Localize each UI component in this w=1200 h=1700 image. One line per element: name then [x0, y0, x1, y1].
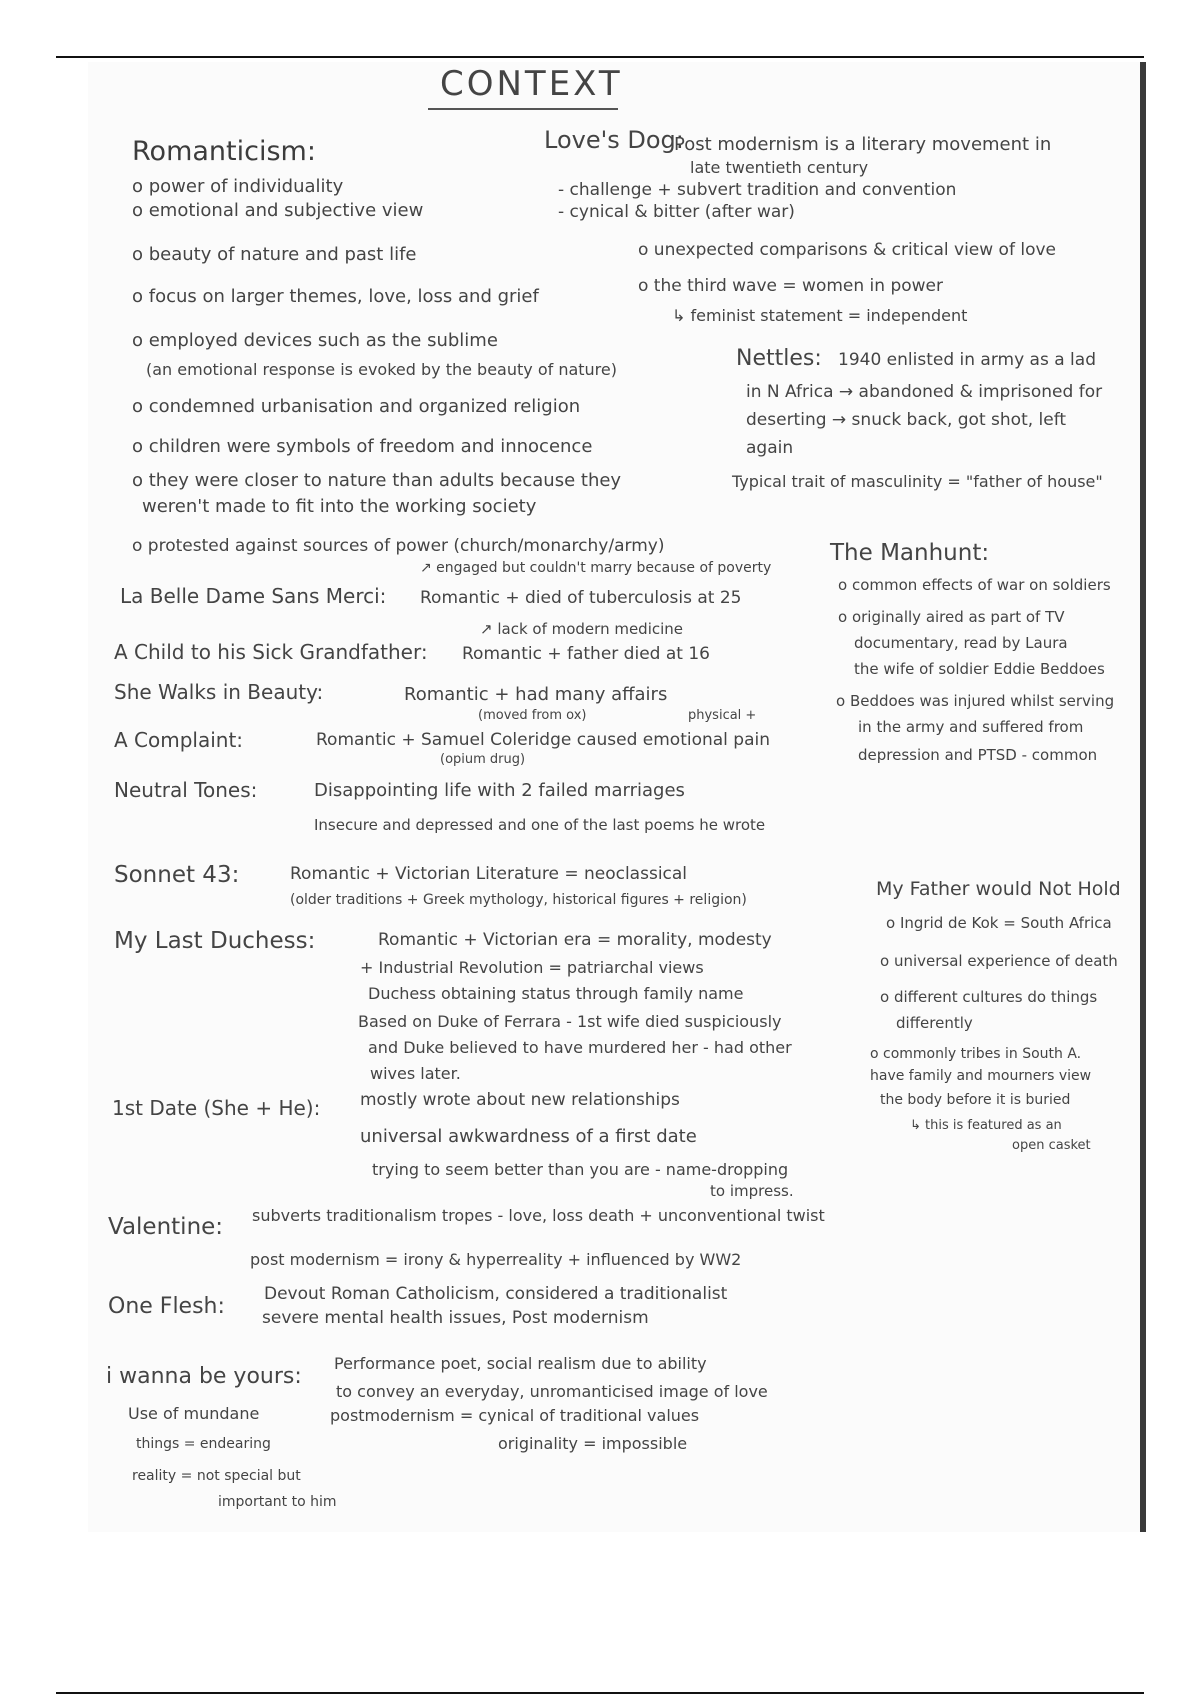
manhunt-heading: The Manhunt: [830, 540, 990, 566]
father-line: the body before it is buried [880, 1092, 1071, 1108]
loves-dog-heading: Love's Dog: [544, 126, 684, 154]
nettles-line: in N Africa → abandoned & imprisoned for [746, 382, 1103, 402]
poem-context: + Industrial Revolution = patriarchal views [360, 958, 704, 977]
poem-title: A Child to his Sick Grandfather: [114, 640, 428, 664]
poem-title: Neutral Tones: [114, 778, 258, 802]
poem-context: Romantic + Victorian era = morality, modesty [378, 930, 772, 950]
nettles-line: 1940 enlisted in army as a lad [838, 350, 1096, 370]
poem-title: She Walks in Beauty: [114, 680, 324, 704]
loves-dog-line: late twentieth century [690, 158, 869, 177]
poem-title: My Last Duchess: [114, 928, 316, 954]
poem-context: and Duke believed to have murdered her - had other [368, 1038, 792, 1057]
poem-context: universal awkwardness of a first date [360, 1126, 697, 1147]
poem-note: ↗ engaged but couldn't marry because of poverty [420, 560, 772, 576]
poem-context: Performance poet, social realism due to ability [334, 1354, 707, 1373]
poem-context: Based on Duke of Ferrara - 1st wife died suspiciously [358, 1012, 782, 1031]
poem-context: to impress. [710, 1182, 794, 1200]
side-note: important to him [218, 1494, 337, 1510]
loves-dog-line: ↳ feminist statement = independent [672, 306, 968, 325]
loves-dog-line: Post modernism is a literary movement in [674, 134, 1052, 155]
romanticism-point: (an emotional response is evoked by the beauty of nature) [146, 360, 617, 379]
loves-dog-line: - cynical & bitter (after war) [558, 202, 795, 222]
romanticism-point: o children were symbols of freedom and innocence [132, 436, 593, 457]
poem-title: Valentine: [108, 1214, 224, 1240]
romanticism-point: o power of individuality [132, 176, 344, 197]
manhunt-line: depression and PTSD - common [858, 746, 1098, 764]
poem-context: Disappointing life with 2 failed marriages [314, 780, 685, 801]
nettles-line: again [746, 438, 794, 458]
romanticism-heading: Romanticism: [132, 136, 316, 167]
romanticism-point: o employed devices such as the sublime [132, 330, 498, 351]
bottom-rule [56, 1692, 1144, 1694]
father-line: o Ingrid de Kok = South Africa [886, 914, 1112, 932]
poem-title: La Belle Dame Sans Merci: [120, 584, 387, 608]
father-line: o different cultures do things [880, 988, 1098, 1006]
poem-context: Romantic + died of tuberculosis at 25 [420, 588, 742, 608]
father-line: open casket [1012, 1138, 1091, 1153]
poem-note: physical + [688, 708, 757, 723]
romanticism-point: o emotional and subjective view [132, 200, 424, 221]
poem-note: ↗ lack of modern medicine [480, 620, 684, 638]
title-underline [428, 108, 618, 110]
poem-note: (moved from ox) [478, 708, 587, 723]
father-line: o commonly tribes in South A. [870, 1046, 1082, 1062]
side-note: Use of mundane [128, 1404, 260, 1423]
poem-context: Insecure and depressed and one of the last poems he wrote [314, 816, 766, 834]
poem-title: 1st Date (She + He): [112, 1096, 321, 1120]
side-note: things = endearing [136, 1436, 271, 1452]
poem-title: A Complaint: [114, 728, 244, 752]
poem-note: (opium drug) [440, 752, 526, 767]
manhunt-line: in the army and suffered from [858, 718, 1084, 736]
father-line: ↳ this is featured as an [910, 1118, 1062, 1133]
romanticism-point: o they were closer to nature than adults because they [132, 470, 622, 491]
poem-context: Duchess obtaining status through family name [368, 984, 744, 1003]
romanticism-point: o focus on larger themes, love, loss and grief [132, 286, 539, 307]
manhunt-line: o common effects of war on soldiers [838, 576, 1111, 594]
manhunt-line: documentary, read by Laura [854, 634, 1068, 652]
romanticism-point: o protested against sources of power (church/monarchy/army) [132, 536, 665, 556]
poem-context: severe mental health issues, Post modernism [262, 1308, 649, 1328]
poem-context: Romantic + father died at 16 [462, 644, 710, 664]
top-rule [56, 56, 1144, 58]
manhunt-line: o Beddoes was injured whilst serving [836, 692, 1115, 710]
poem-context: postmodernism = cynical of traditional values [330, 1406, 700, 1425]
poem-context: Romantic + Samuel Coleridge caused emotional pain [316, 730, 771, 750]
manhunt-line: o originally aired as part of TV [838, 608, 1065, 626]
poem-title: Sonnet 43: [114, 862, 240, 888]
poem-context: to convey an everyday, unromanticised image of love [336, 1382, 768, 1401]
poem-context: trying to seem better than you are - name-dropping [372, 1160, 789, 1179]
loves-dog-line: o the third wave = women in power [638, 276, 943, 296]
nettles-line: deserting → snuck back, got shot, left [746, 410, 1067, 430]
poem-context: Romantic + had many affairs [404, 684, 668, 705]
poem-context: originality = impossible [498, 1434, 688, 1453]
romanticism-point: o condemned urbanisation and organized religion [132, 396, 581, 417]
poem-context: wives later. [370, 1064, 461, 1083]
side-note: reality = not special but [132, 1468, 301, 1484]
poem-context: mostly wrote about new relationships [360, 1090, 680, 1110]
poem-title: i wanna be yours: [106, 1364, 302, 1389]
father-line: o universal experience of death [880, 952, 1118, 970]
poem-context: post modernism = irony & hyperreality + influenced by WW2 [250, 1250, 742, 1269]
father-line: have family and mourners view [870, 1068, 1092, 1084]
father-heading: My Father would Not Hold [876, 878, 1121, 900]
loves-dog-line: - challenge + subvert tradition and convention [558, 180, 957, 200]
page-title: CONTEXT [440, 64, 623, 104]
poem-context: Romantic + Victorian Literature = neoclassical [290, 864, 688, 884]
romanticism-point: weren't made to fit into the working society [142, 496, 537, 517]
nettles-line: Typical trait of masculinity = "father of house" [732, 472, 1103, 491]
nettles-heading: Nettles: [736, 346, 822, 371]
loves-dog-line: o unexpected comparisons & critical view of love [638, 240, 1056, 260]
romanticism-point: o beauty of nature and past life [132, 244, 417, 265]
poem-context: (older traditions + Greek mythology, historical figures + religion) [290, 892, 747, 908]
manhunt-line: the wife of soldier Eddie Beddoes [854, 660, 1105, 678]
father-line: differently [896, 1014, 973, 1032]
poem-title: One Flesh: [108, 1294, 225, 1319]
poem-context: Devout Roman Catholicism, considered a traditionalist [264, 1284, 728, 1304]
poem-context: subverts traditionalism tropes - love, loss death + unconventional twist [252, 1206, 825, 1225]
